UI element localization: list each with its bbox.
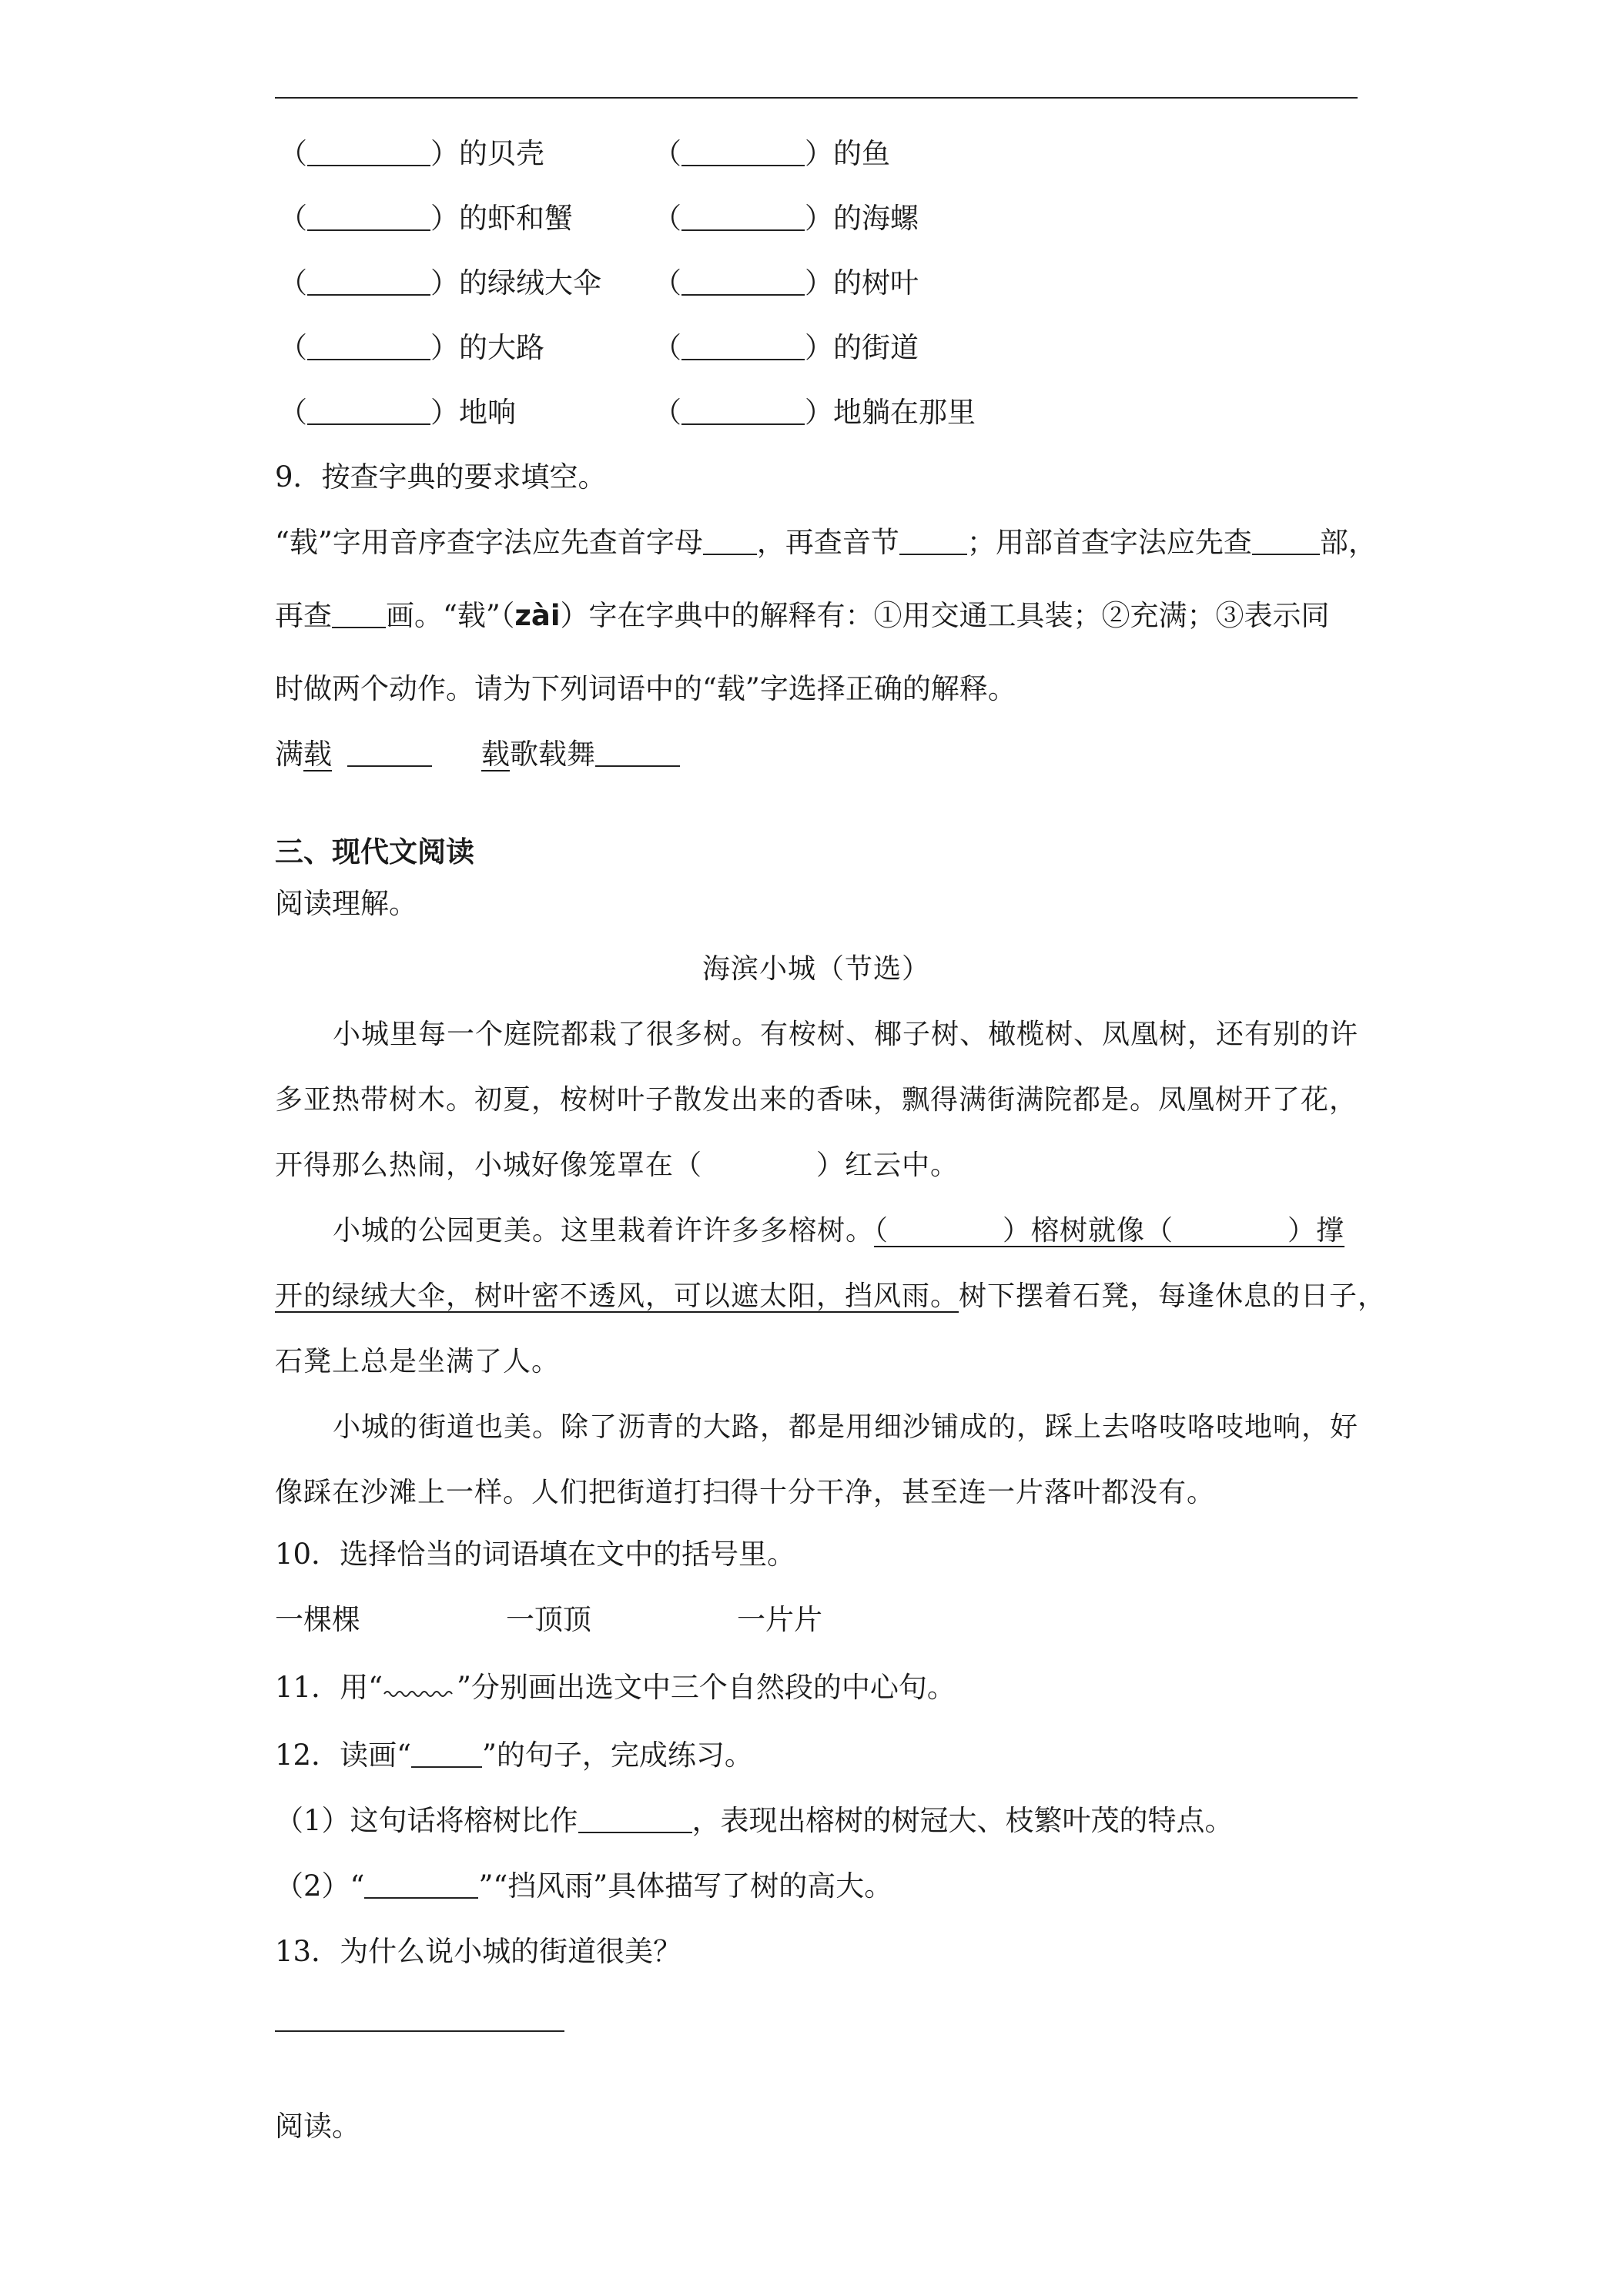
question-11: 11．用“ ”分别画出选文中三个自然段的中心句。 [275,1671,956,1704]
question-13-answer-line[interactable] [275,2030,564,2032]
top-rule [275,97,1358,99]
answer-blank[interactable] [899,530,967,555]
answer-blank[interactable] [681,400,805,425]
answer-blank[interactable] [681,336,805,360]
question-9-line-1: “载”字用音序查字法应先查首字母 ，再查音节 ；用部首查字法应先查 部， [275,526,1377,559]
phrase-left: （ ）地响 [279,396,516,429]
question-12-title: 12．读画“ ”的句子，完成练习。 [275,1739,753,1772]
question-9-words: 满载 载歌载舞 [275,738,680,771]
answer-blank[interactable] [1252,530,1320,555]
passage-p3-line-2: 像踩在沙滩上一样。人们把街道打扫得十分干净，甚至连一片落叶都没有。 [275,1477,1216,1508]
answer-blank[interactable] [364,1874,478,1899]
answer-blank[interactable] [307,142,430,166]
passage-p2-line-1: 小城的公园更美。这里栽着许许多多榕树。（ ）榕树就像（ ）撑 [333,1215,1345,1247]
wavy-underline-icon [383,1680,457,1699]
passage-p3-line-1: 小城的街道也美。除了沥青的大路，都是用细沙铺成的，踩上去咯吱咯吱地响，好 [333,1411,1359,1443]
phrase-left: （ ）的虾和蟹 [279,202,573,235]
question-9-line-3: 时做两个动作。请为下列词语中的“载”字选择正确的解释。 [275,672,1016,705]
answer-blank[interactable] [681,271,805,296]
answer-blank[interactable] [307,271,430,296]
question-9-line-2: 再查 画。“载”（zài）字在字典中的解释有：①用交通工具装；②充满；③表示同 [275,599,1330,632]
underlined-sentence: 开的绿绒大伞，树叶密不透风，可以遮太阳，挡风雨。 [275,1280,959,1312]
passage-p2-line-3: 石凳上总是坐满了人。 [275,1346,561,1377]
answer-blank[interactable] [681,142,805,166]
phrase-right: （ ）的鱼 [653,137,890,170]
straight-underline-sample [411,1743,482,1768]
phrase-left: （ ）的绿绒大伞 [279,266,601,300]
passage-p2-line-2: 开的绿绒大伞，树叶密不透风，可以遮太阳，挡风雨。树下摆着石凳，每逢休息的日子， [275,1280,1387,1312]
question-12-sub-1: （1）这句话将榕树比作 ，表现出榕树的树冠大、枝繁叶茂的特点。 [275,1804,1234,1837]
passage-p1-line-2: 多亚热带树木。初夏，桉树叶子散发出来的香味，飘得满街满院都是。凤凰树开了花， [275,1084,1358,1116]
answer-blank[interactable] [681,206,805,231]
question-10-option-2: 一顶顶 [506,1603,591,1636]
answer-blank[interactable] [595,742,680,767]
phrase-right: （ ）的海螺 [653,202,919,235]
question-10-option-3: 一片片 [737,1603,822,1636]
phrase-right: （ ）的树叶 [653,266,919,300]
passage-title: 海滨小城（节选） [702,953,930,985]
phrase-left: （ ）的大路 [279,331,544,364]
question-12-sub-2: （2）“ ”“挡风雨”具体描写了树的高大。 [275,1869,893,1903]
passage-p1-line-1: 小城里每一个庭院都栽了很多树。有桉树、椰子树、橄榄树、凤凰树，还有别的许 [333,1019,1359,1050]
answer-blank[interactable] [332,604,386,628]
answer-blank[interactable] [307,400,430,425]
question-13-title: 13．为什么说小城的街道很美？ [275,1935,682,1968]
phrase-right: （ ）地躺在那里 [653,396,976,429]
answer-blank[interactable] [307,206,430,231]
question-10-option-1: 一棵棵 [275,1603,360,1636]
phrase-right: （ ）的街道 [653,331,919,364]
answer-blank[interactable] [703,530,757,555]
passage-p1-line-3: 开得那么热闹，小城好像笼罩在（ ）红云中。 [275,1150,959,1181]
question-10-title: 10．选择恰当的词语填在文中的括号里。 [275,1538,796,1571]
answer-blank[interactable] [578,1809,692,1833]
question-9-title: 9．按查字典的要求填空。 [275,460,607,494]
underlined-sentence: （ ）榕树就像（ ）撑 [874,1215,1345,1247]
section-3-heading: 三、现代文阅读 [275,835,474,869]
section-3-intro: 阅读理解。 [275,887,417,920]
phrase-left: （ ）的贝壳 [279,137,544,170]
pinyin-zai: zài [514,599,561,632]
reading-label: 阅读。 [275,2110,360,2143]
answer-blank[interactable] [347,742,432,767]
answer-blank[interactable] [307,336,430,360]
